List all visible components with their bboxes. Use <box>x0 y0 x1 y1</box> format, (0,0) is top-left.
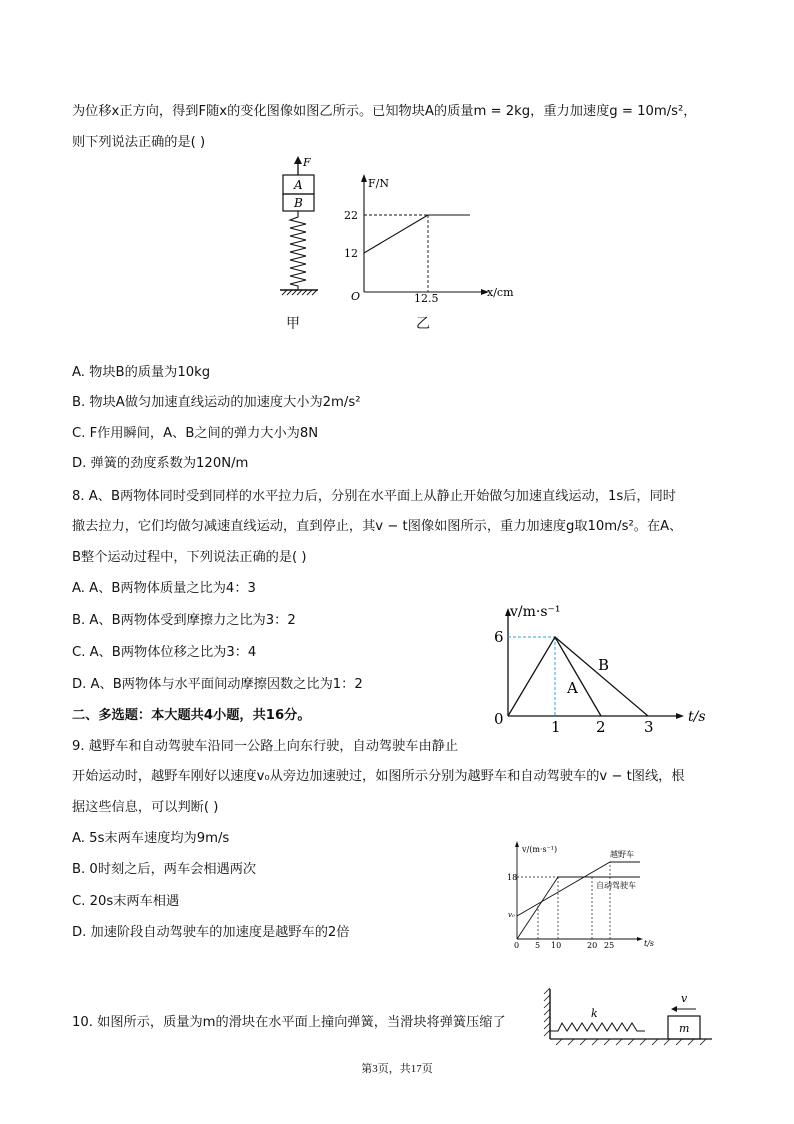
xtick-3: 3 <box>644 718 654 736</box>
q10-spring-block-figure <box>540 985 720 1047</box>
ytick-v0: v₀ <box>508 911 515 919</box>
xtick-20: 20 <box>587 941 598 950</box>
figure-jia-caption: 甲 <box>286 316 300 332</box>
ytick-12: 12 <box>344 247 358 260</box>
origin-label: 0 <box>514 941 520 950</box>
q8-option-a: A. A、B两物体质量之比为4：3 <box>72 581 256 596</box>
wall-hatch <box>544 988 550 1036</box>
x-axis-label: t/s <box>688 709 706 725</box>
q9-stem-line1: 9. 越野车和自动驾驶车沿同一公路上向东行驶，自动驾驶车由静止 <box>72 739 459 754</box>
q8-stem-line2: 撤去拉力，它们均做匀减速直线运动，直到停止，其v − t图像如图所示，重力加速度g取10m/s²。在A、 <box>72 519 683 534</box>
q8-option-c: C. A、B两物体位移之比为3：4 <box>72 645 257 660</box>
label-a: A <box>567 679 578 697</box>
label-auto: 自动驾驶车 <box>596 881 636 890</box>
y-axis-arrow <box>515 841 519 847</box>
figure-yi-f-x-graph <box>330 170 530 310</box>
floor-hatch <box>556 1039 706 1045</box>
xtick-25: 25 <box>604 941 615 950</box>
y-axis-arrow <box>361 174 367 182</box>
ytick-6: 6 <box>494 628 504 646</box>
xtick-10: 10 <box>551 941 562 950</box>
spring-coil <box>550 1023 645 1031</box>
q7-intro-line2: 则下列说法正确的是( ) <box>72 135 206 150</box>
q9-vt-graph <box>500 840 660 950</box>
velocity-label: v <box>681 992 688 1005</box>
spring-coil <box>290 211 306 290</box>
x-axis-arrow <box>676 713 684 719</box>
block-m-label: m <box>679 1022 690 1035</box>
q9-option-a: A. 5s末两车速度均为9m/s <box>72 831 230 846</box>
xtick-2: 2 <box>596 718 606 736</box>
line-b <box>555 637 648 716</box>
origin-label: O <box>351 290 361 303</box>
q9-option-c: C. 20s末两车相遇 <box>72 894 180 909</box>
velocity-arrow-head <box>671 1006 677 1012</box>
x-axis-label: x/cm <box>487 286 514 299</box>
section-title-multiple-choice: 二、多选题：本大题共4小题，共16分。 <box>72 708 311 723</box>
force-arrow-head <box>294 156 302 164</box>
q8-vt-graph <box>480 600 720 736</box>
q9-option-d: D. 加速阶段自动驾驶车的加速度是越野车的2倍 <box>72 925 350 940</box>
force-label: F <box>303 156 311 169</box>
y-axis-label: v/(m·s⁻¹) <box>522 845 558 854</box>
q9-option-b: B. 0时刻之后，两车会相遇两次 <box>72 862 257 877</box>
figure-jia-spring-blocks <box>270 155 330 340</box>
q7-option-b: B. 物块A做匀加速直线运动的加速度大小为2m/s² <box>72 395 361 410</box>
y-axis-label: F/N <box>368 177 389 190</box>
q7-option-a: A. 物块B的质量为10kg <box>72 365 211 380</box>
q8-stem-line3: B整个运动过程中，下列说法正确的是( ) <box>72 550 307 565</box>
xtick-12-5: 12.5 <box>414 292 439 305</box>
q7-option-d: D. 弹簧的劲度系数为120N/m <box>72 456 249 471</box>
y-axis-label: v/m·s⁻¹ <box>510 604 561 620</box>
xtick-5: 5 <box>535 941 541 950</box>
label-offroad: 越野车 <box>610 850 634 859</box>
q9-stem-line2: 开始运动时，越野车刚好以速度v₀从旁边加速驶过，如图所示分别为越野车和自动驾驶车的v − t图线，根 <box>72 769 685 784</box>
q7-option-c: C. F作用瞬间，A、B之间的弹力大小为8N <box>72 426 319 441</box>
block-b-label: B <box>294 196 303 210</box>
ytick-18: 18 <box>507 873 518 882</box>
q8-option-b: B. A、B两物体受到摩擦力之比为3：2 <box>72 613 296 628</box>
force-line-rising <box>364 215 428 253</box>
x-axis-label: t/s <box>644 939 655 948</box>
q9-stem-line3: 据这些信息，可以判断( ) <box>72 800 219 815</box>
ground-hatch <box>282 290 317 295</box>
xtick-1: 1 <box>551 718 561 736</box>
q10-stem-line1: 10. 如图所示，质量为m的滑块在水平面上撞向弹簧，当滑块将弹簧压缩了 <box>72 1015 506 1030</box>
origin-label: 0 <box>494 710 504 728</box>
ytick-22: 22 <box>344 209 358 222</box>
figure-yi-caption: 乙 <box>416 316 430 332</box>
block-a-label: A <box>294 178 303 192</box>
q8-stem-line1: 8. A、B两物体同时受到同样的水平拉力后，分别在水平面上从静止开始做匀加速直线运动，1s后，同时 <box>72 489 676 504</box>
spring-k-label: k <box>591 1007 598 1020</box>
page-footer: 第3页，共17页 <box>361 1063 433 1075</box>
x-axis-arrow <box>637 937 643 941</box>
label-b: B <box>598 656 610 674</box>
q7-intro-line1: 为位移x正方向，得到F随x的变化图像如图乙所示。已知物块A的质量m = 2kg，重力加速度g = 10m/s²， <box>72 104 697 119</box>
q8-option-d: D. A、B两物体与水平面间动摩擦因数之比为1：2 <box>72 677 363 692</box>
